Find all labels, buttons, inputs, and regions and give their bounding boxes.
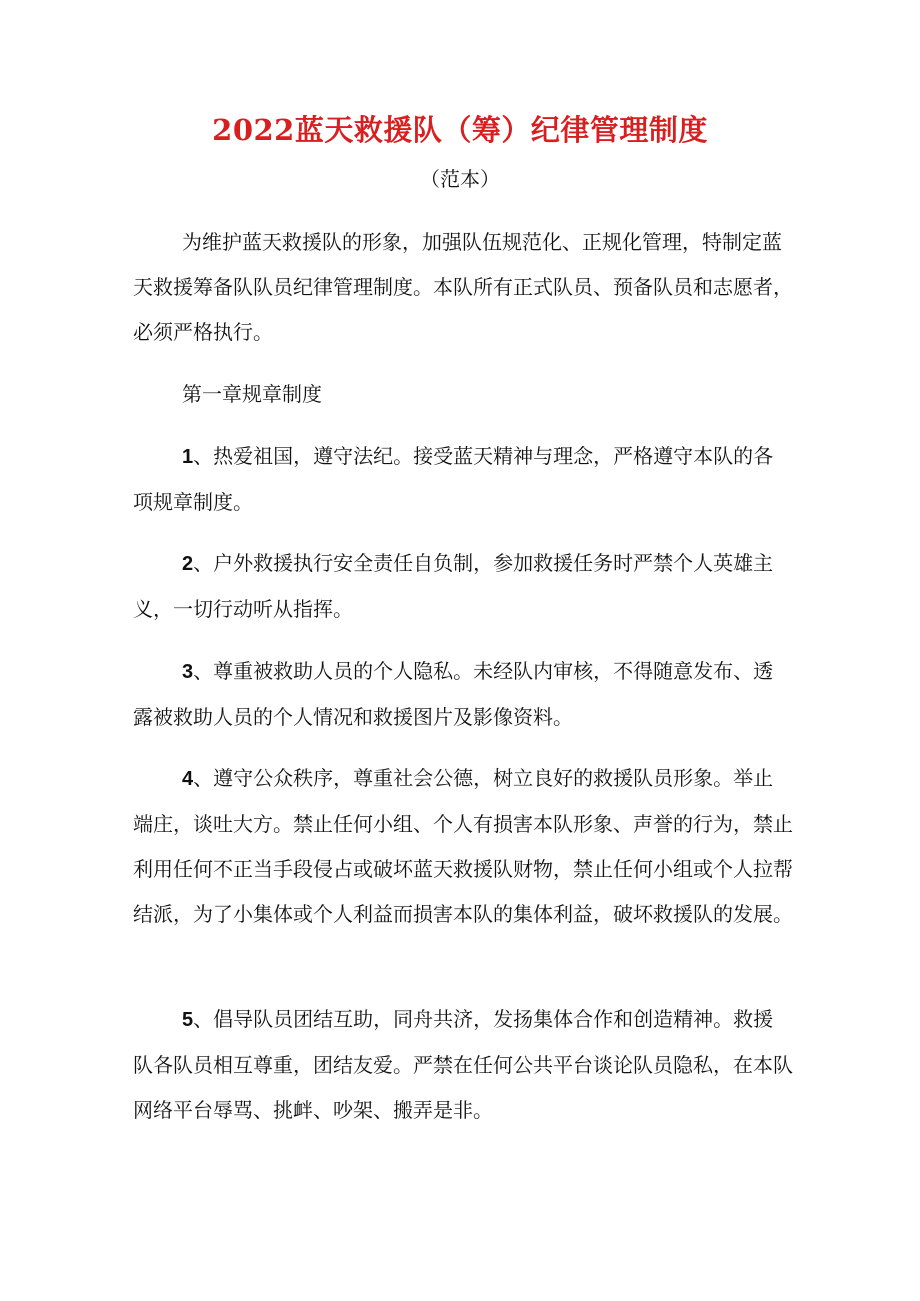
- rule-text: 、热爱祖国，遵守法纪。接受蓝天精神与理念，严格遵守本队的各项规章制度。: [133, 444, 774, 514]
- rule-number: 3: [182, 661, 194, 683]
- rule-number: 4: [182, 768, 194, 790]
- rule-text: 、尊重被救助人员的个人隐私。未经队内审核，不得随意发布、透露被救助人员的个人情况和救援图片及影像资料。: [133, 659, 774, 729]
- chapter-heading: 第一章规章制度: [182, 382, 322, 406]
- document-title: 2022蓝天救援队（筹）纪律管理制度: [212, 113, 708, 147]
- intro-paragraph: 为维护蓝天救援队的形象，加强队伍规范化、正规化管理，特制定蓝天救援筹备队队员纪律管理制度。本队所有正式队员、预备队员和志愿者，必须严格执行。: [133, 230, 793, 344]
- rule-number: 1: [182, 446, 194, 468]
- rule-item: [133, 997, 793, 1133]
- rule-item: [133, 756, 793, 937]
- rule-text: 、户外救援执行安全责任自负制，参加救援任务时严禁个人英雄主义，一切行动听从指挥。: [133, 551, 774, 621]
- rule-item: [133, 541, 793, 632]
- rule-text: 、倡导队员团结互助，同舟共济，发扬集体合作和创造精神。救援队各队员相互尊重，团结友爱。严禁在任何公共平台谈论队员隐私，在本队网络平台辱骂、挑衅、吵架、搬弄是非。: [133, 1007, 793, 1122]
- rule-number: 5: [182, 1009, 194, 1031]
- rule-text: 、遵守公众秩序，尊重社会公德，树立良好的救援队员形象。举止端庄，谈吐大方。禁止任何小组、个人有损害本队形象、声誉的行为，禁止利用任何不正当手段侵占或破坏蓝天救援队财物，禁止任何小组或个人拉帮结派，为了小集体或个人利益而损害本队的集体利益，破坏救援队的发展。: [133, 766, 793, 926]
- document-subtitle: （范本）: [420, 167, 500, 191]
- rule-item: [133, 649, 793, 740]
- rule-number: 2: [182, 553, 194, 575]
- rule-item: [133, 434, 793, 525]
